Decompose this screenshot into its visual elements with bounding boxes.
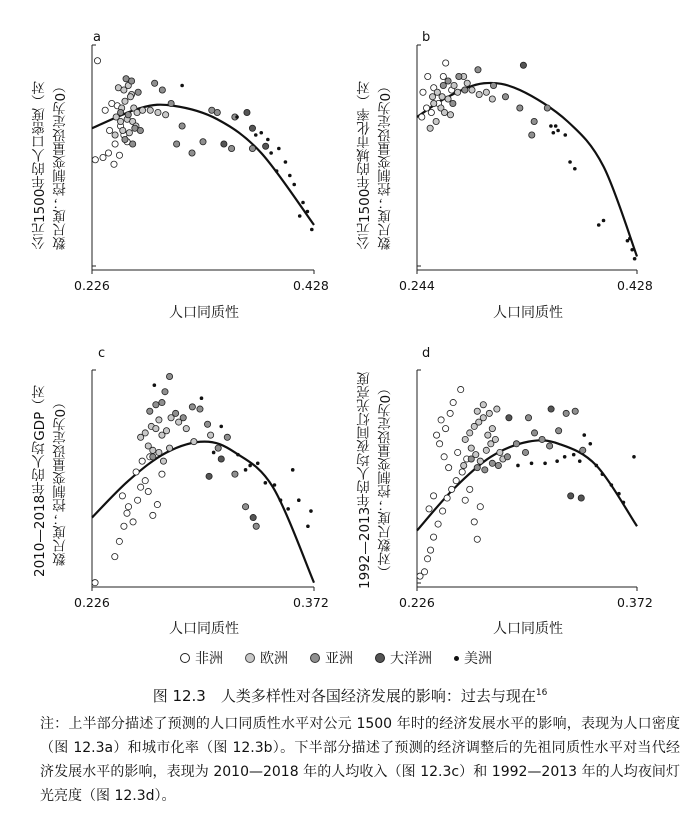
point-a-light bbox=[139, 107, 145, 113]
point-b-light bbox=[447, 112, 453, 118]
point-a-dot bbox=[306, 210, 310, 214]
point-d-light bbox=[483, 447, 489, 453]
point-a-light bbox=[120, 127, 126, 133]
point-b-light bbox=[439, 94, 445, 100]
legend-marker-light-circle bbox=[245, 653, 255, 663]
panel-a-xlabel: 人口同质性 bbox=[169, 305, 239, 321]
point-c-open bbox=[112, 554, 118, 560]
point-c-mid bbox=[147, 408, 153, 414]
panel-c-letter: c bbox=[98, 346, 106, 361]
point-d-mid bbox=[572, 408, 578, 414]
point-a-mid bbox=[117, 109, 123, 115]
point-c-dot bbox=[200, 396, 204, 400]
point-a-dark bbox=[249, 125, 255, 131]
point-c-open bbox=[92, 580, 98, 586]
point-c-mid bbox=[173, 410, 179, 416]
legend bbox=[180, 647, 560, 669]
point-d-open bbox=[474, 536, 480, 542]
point-a-dot bbox=[180, 84, 184, 88]
point-b-open bbox=[428, 109, 434, 115]
point-d-mid bbox=[474, 465, 480, 471]
point-d-mid bbox=[531, 430, 537, 436]
point-a-mid bbox=[130, 141, 136, 147]
point-b-dot bbox=[563, 133, 567, 137]
point-b-mid bbox=[502, 94, 508, 100]
point-d-open bbox=[441, 454, 447, 460]
point-c-mid bbox=[253, 523, 259, 529]
point-c-open bbox=[145, 488, 151, 494]
point-b-mid bbox=[456, 73, 462, 79]
point-d-open bbox=[427, 547, 433, 553]
point-d-light bbox=[474, 408, 480, 414]
point-d-dot bbox=[516, 464, 520, 468]
point-a-mid bbox=[135, 89, 141, 95]
point-d-open bbox=[450, 399, 456, 405]
point-d-mid bbox=[547, 443, 553, 449]
point-c-dot bbox=[153, 383, 157, 387]
point-c-dark bbox=[250, 514, 256, 520]
point-c-mid bbox=[197, 406, 203, 412]
point-c-open bbox=[138, 484, 144, 490]
point-c-light bbox=[153, 425, 159, 431]
point-d-open bbox=[443, 425, 449, 431]
point-a-dot bbox=[269, 151, 273, 155]
point-d-dot bbox=[610, 483, 614, 487]
point-a-light bbox=[163, 112, 169, 118]
point-b-light bbox=[464, 80, 470, 86]
legend-item-europe bbox=[245, 648, 288, 668]
panel-a-ylabel-line1: 公元1500年的人口密度（对 bbox=[32, 80, 48, 250]
point-a-mid bbox=[152, 80, 158, 86]
legend-label: 亚洲 bbox=[325, 651, 353, 667]
point-d-light bbox=[480, 402, 486, 408]
point-d-light bbox=[467, 430, 473, 436]
point-c-dot bbox=[264, 481, 268, 485]
point-a-open bbox=[106, 127, 112, 133]
legend-item-asia bbox=[310, 648, 353, 668]
panel-b-xtick-max: 0.428 bbox=[617, 278, 653, 293]
point-d-light bbox=[489, 425, 495, 431]
point-b-mid bbox=[529, 132, 535, 138]
point-d-dot bbox=[601, 472, 605, 476]
point-d-open bbox=[421, 569, 427, 575]
point-a-light bbox=[126, 130, 132, 136]
point-d-open bbox=[453, 478, 459, 484]
legend-item-oceania bbox=[375, 648, 432, 668]
point-c-dot bbox=[219, 425, 223, 429]
panel-a-xtick-min: 0.226 bbox=[74, 278, 110, 293]
point-d-dot bbox=[588, 442, 592, 446]
point-c-mid bbox=[242, 504, 248, 510]
point-c-open bbox=[150, 512, 156, 518]
panel-b-xtick-min: 0.244 bbox=[399, 278, 435, 293]
point-a-mid bbox=[249, 145, 255, 151]
panel-d-ylabel-line1: 1992—2013年的人均夜间灯光亮度 bbox=[357, 371, 373, 590]
point-a-dot bbox=[266, 138, 270, 142]
point-c-open bbox=[119, 493, 125, 499]
point-a-dot bbox=[277, 147, 281, 151]
point-c-open bbox=[125, 504, 131, 510]
point-d-mid bbox=[504, 454, 510, 460]
point-b-dot bbox=[549, 124, 553, 128]
point-b-dot bbox=[628, 237, 632, 241]
point-c-dot bbox=[256, 462, 260, 466]
caption-reference-number: 16 bbox=[535, 688, 548, 698]
point-b-mid bbox=[440, 82, 446, 88]
panel-a-fit-curve bbox=[92, 105, 314, 225]
point-c-light bbox=[156, 417, 162, 423]
point-c-dot bbox=[309, 509, 313, 513]
panel-a-letter: a bbox=[93, 30, 101, 45]
point-a-dot bbox=[288, 174, 292, 178]
legend-item-americas bbox=[454, 648, 492, 668]
point-a-mid bbox=[128, 78, 134, 84]
point-d-mid bbox=[580, 447, 586, 453]
panel-d-ylabel-line2: （对数尺度；控制变量设定为0） bbox=[378, 381, 394, 580]
panel-a-ylabel-line2: 数尺度；控制变量设定为0） bbox=[53, 79, 69, 251]
point-a-light bbox=[127, 94, 133, 100]
point-d-mid bbox=[563, 410, 569, 416]
point-c-mid bbox=[166, 373, 172, 379]
panel-c-xtick-max: 0.372 bbox=[293, 595, 329, 610]
point-b-light bbox=[431, 100, 437, 106]
point-a-dark bbox=[221, 141, 227, 147]
point-b-mid bbox=[490, 82, 496, 88]
panel-c-ylabel-line2: 数尺度；控制变量设定为0） bbox=[53, 395, 69, 566]
point-d-open bbox=[455, 449, 461, 455]
point-c-mid bbox=[162, 389, 168, 395]
point-c-open bbox=[159, 471, 165, 477]
point-d-open bbox=[467, 486, 473, 492]
point-c-open bbox=[135, 497, 141, 503]
point-d-dot bbox=[563, 455, 567, 459]
point-b-light bbox=[476, 91, 482, 97]
point-a-dot bbox=[310, 228, 314, 232]
point-c-light bbox=[166, 445, 172, 451]
point-c-light bbox=[142, 430, 148, 436]
point-c-open bbox=[130, 519, 136, 525]
point-b-mid bbox=[544, 105, 550, 111]
point-b-light bbox=[427, 125, 433, 131]
point-c-open bbox=[121, 523, 127, 529]
point-b-open bbox=[420, 89, 426, 95]
panel-c-ylabel bbox=[30, 363, 72, 598]
panel-c-xlabel: 人口同质性 bbox=[169, 621, 239, 637]
point-d-light bbox=[477, 458, 483, 464]
point-c-light bbox=[208, 432, 214, 438]
point-d-mid bbox=[522, 449, 528, 455]
point-c-mid bbox=[150, 454, 156, 460]
point-c-dot bbox=[244, 468, 248, 472]
point-d-dot bbox=[617, 492, 621, 496]
point-d-dark bbox=[506, 415, 512, 421]
point-d-mid bbox=[556, 428, 562, 434]
point-d-light bbox=[468, 445, 474, 451]
point-a-light bbox=[155, 109, 161, 115]
point-d-mid bbox=[513, 441, 519, 447]
point-b-open bbox=[419, 114, 425, 120]
point-c-open bbox=[124, 510, 130, 516]
point-d-light bbox=[486, 410, 492, 416]
point-a-open bbox=[94, 58, 100, 64]
point-d-dot bbox=[632, 455, 636, 459]
panel-a-ylabel bbox=[30, 50, 72, 280]
point-c-dot bbox=[248, 464, 252, 468]
point-d-mid bbox=[468, 456, 474, 462]
point-d-light bbox=[492, 436, 498, 442]
point-d-dot bbox=[582, 433, 586, 437]
point-a-mid bbox=[189, 150, 195, 156]
point-b-dot bbox=[597, 223, 601, 227]
point-b-dot bbox=[630, 248, 634, 252]
point-c-open bbox=[133, 469, 139, 475]
point-d-open bbox=[444, 495, 450, 501]
point-b-light bbox=[429, 94, 435, 100]
point-a-mid bbox=[200, 139, 206, 145]
point-a-mid bbox=[122, 136, 128, 142]
point-c-mid bbox=[232, 471, 238, 477]
point-c-light bbox=[150, 447, 156, 453]
panel-d-xtick-min: 0.226 bbox=[399, 595, 435, 610]
point-d-light bbox=[485, 432, 491, 438]
point-c-mid bbox=[153, 402, 159, 408]
point-b-dot bbox=[602, 219, 606, 223]
point-d-light bbox=[462, 436, 468, 442]
point-c-dot bbox=[306, 524, 310, 528]
point-b-open bbox=[440, 73, 446, 79]
point-a-mid bbox=[168, 100, 174, 106]
point-a-mid bbox=[159, 87, 165, 93]
point-d-open bbox=[437, 441, 443, 447]
point-d-open bbox=[477, 504, 483, 510]
point-c-open bbox=[139, 458, 145, 464]
point-c-dark bbox=[206, 473, 212, 479]
point-a-mid bbox=[179, 123, 185, 129]
point-c-light bbox=[160, 458, 166, 464]
point-d-mid bbox=[525, 415, 531, 421]
legend-marker-mid-circle bbox=[310, 653, 320, 663]
point-d-mid bbox=[489, 460, 495, 466]
point-b-mid bbox=[475, 67, 481, 73]
point-c-dot bbox=[279, 498, 283, 502]
point-b-mid bbox=[462, 87, 468, 93]
point-c-mid bbox=[204, 421, 210, 427]
point-d-dot bbox=[595, 464, 599, 468]
panel-c-xtick-min: 0.226 bbox=[74, 595, 110, 610]
panel-d-ylabel bbox=[355, 363, 397, 598]
point-a-dot bbox=[275, 169, 279, 173]
figure-caption bbox=[0, 685, 700, 706]
point-b-light bbox=[433, 118, 439, 124]
point-c-dot bbox=[297, 498, 301, 502]
point-b-light bbox=[469, 87, 475, 93]
point-b-dot bbox=[554, 124, 558, 128]
point-a-dot bbox=[298, 214, 302, 218]
point-d-dot bbox=[530, 462, 534, 466]
point-b-mid bbox=[450, 100, 456, 106]
point-d-open bbox=[424, 556, 430, 562]
point-a-open bbox=[102, 107, 108, 113]
point-d-open bbox=[471, 519, 477, 525]
panel-b-xlabel: 人口同质性 bbox=[493, 305, 563, 321]
point-d-open bbox=[458, 386, 464, 392]
point-a-dot bbox=[284, 160, 288, 164]
panel-d-letter: d bbox=[422, 346, 431, 361]
point-c-dot bbox=[212, 451, 216, 455]
point-b-dot bbox=[568, 160, 572, 164]
point-c-mid bbox=[189, 404, 195, 410]
point-c-light bbox=[156, 449, 162, 455]
point-a-open bbox=[116, 152, 122, 158]
point-d-open bbox=[459, 469, 465, 475]
point-b-open bbox=[425, 73, 431, 79]
panel-b-ylabel bbox=[355, 50, 397, 280]
point-c-open bbox=[116, 538, 122, 544]
point-b-dot bbox=[633, 257, 637, 261]
point-a-dark bbox=[244, 109, 250, 115]
point-d-open bbox=[449, 486, 455, 492]
legend-label: 欧洲 bbox=[260, 651, 288, 667]
point-b-open bbox=[443, 60, 449, 66]
point-d-open bbox=[426, 506, 432, 512]
point-d-dot bbox=[572, 453, 576, 457]
point-b-light bbox=[441, 109, 447, 115]
point-a-light bbox=[117, 118, 123, 124]
point-d-dot bbox=[578, 459, 582, 463]
point-d-dot bbox=[555, 459, 559, 463]
point-a-mid bbox=[214, 109, 220, 115]
point-d-light bbox=[461, 462, 467, 468]
point-d-open bbox=[438, 417, 444, 423]
point-c-mid bbox=[224, 434, 230, 440]
panel-d-xlabel: 人口同质性 bbox=[493, 621, 563, 637]
point-d-open bbox=[462, 497, 468, 503]
point-d-mid bbox=[495, 462, 501, 468]
point-a-dot bbox=[292, 183, 296, 187]
point-d-light bbox=[497, 449, 503, 455]
panel-d-xtick-max: 0.372 bbox=[617, 595, 653, 610]
point-b-dot bbox=[552, 131, 556, 135]
point-c-mid bbox=[180, 415, 186, 421]
point-d-dark bbox=[548, 406, 554, 412]
point-a-dot bbox=[301, 201, 305, 205]
point-d-dark bbox=[578, 495, 584, 501]
point-c-light bbox=[183, 425, 189, 431]
point-d-open bbox=[440, 508, 446, 514]
point-a-open bbox=[105, 150, 111, 156]
legend-label: 美洲 bbox=[464, 651, 492, 667]
point-a-open bbox=[111, 161, 117, 167]
point-d-dot bbox=[622, 501, 626, 505]
point-b-mid bbox=[517, 105, 523, 111]
point-a-mid bbox=[228, 145, 234, 151]
point-b-light bbox=[455, 89, 461, 95]
point-d-open bbox=[435, 521, 441, 527]
point-c-dark bbox=[218, 456, 224, 462]
figure-note-text: 注：上半部分描述了预测的人口同质性水平对公元 1500 年时的经济发展水平的影响，表现为人口密度（图 12.3a）和城市化率（图 12.3b）。下半部分描述了预测的经济调整后的先祖同质性水平对当代经济发展水平的影响，表现为 2010—2018 年的人均收入（图 12.3c）和 1992—2013 年的人均夜间灯光亮度（图 12.3d）。 bbox=[40, 716, 680, 804]
legend-marker-small-dot bbox=[454, 656, 459, 661]
point-d-light bbox=[494, 406, 500, 412]
panel-a-xtick-max: 0.428 bbox=[293, 278, 329, 293]
point-b-light bbox=[434, 89, 440, 95]
panel-b-letter: b bbox=[422, 30, 431, 45]
point-d-open bbox=[430, 493, 436, 499]
legend-marker-open-circle bbox=[180, 653, 190, 663]
point-c-mid bbox=[159, 399, 165, 405]
point-b-open bbox=[423, 105, 429, 111]
point-a-open bbox=[92, 157, 98, 163]
point-b-light bbox=[483, 89, 489, 95]
point-c-light bbox=[163, 428, 169, 434]
point-b-dot bbox=[573, 167, 577, 171]
point-a-mid bbox=[125, 112, 131, 118]
legend-item-africa bbox=[180, 648, 223, 668]
point-a-light bbox=[147, 107, 153, 113]
point-a-dot bbox=[254, 133, 258, 137]
point-d-open bbox=[430, 534, 436, 540]
point-c-open bbox=[142, 478, 148, 484]
point-c-dot bbox=[273, 483, 277, 487]
panel-c-ylabel-line1: 2010—2018年的人均GDP（对 bbox=[32, 384, 48, 577]
point-a-dark bbox=[263, 143, 269, 149]
point-d-light bbox=[480, 415, 486, 421]
point-b-mid bbox=[445, 78, 451, 84]
point-a-open bbox=[100, 154, 106, 160]
point-d-open bbox=[433, 432, 439, 438]
point-c-mid bbox=[215, 445, 221, 451]
point-d-mid bbox=[482, 467, 488, 473]
figure-caption-text: 图 12.3 人类多样性对各国经济发展的影响：过去与现在 bbox=[152, 687, 536, 705]
point-c-open bbox=[154, 501, 160, 507]
point-d-dark bbox=[568, 493, 574, 499]
legend-label: 大洋洲 bbox=[390, 651, 432, 667]
point-b-dot bbox=[556, 129, 560, 133]
point-a-dot bbox=[235, 115, 239, 119]
point-d-dot bbox=[543, 462, 547, 466]
point-c-dot bbox=[286, 507, 290, 511]
figure-note bbox=[40, 712, 680, 808]
point-c-light bbox=[191, 439, 197, 445]
point-a-light bbox=[112, 132, 118, 138]
panel-b-fit-curve bbox=[417, 83, 637, 257]
panel-b-ylabel-line1: 公元1500年的城市化率（对 bbox=[357, 80, 373, 250]
point-c-dot bbox=[236, 453, 240, 457]
legend-marker-dark-circle bbox=[375, 653, 385, 663]
point-a-dot bbox=[259, 131, 263, 135]
point-c-dot bbox=[291, 468, 295, 472]
point-d-mid bbox=[539, 436, 545, 442]
point-a-mid bbox=[174, 141, 180, 147]
point-d-open bbox=[447, 410, 453, 416]
point-b-light bbox=[451, 82, 457, 88]
point-a-open bbox=[112, 141, 118, 147]
point-b-mid bbox=[531, 118, 537, 124]
point-d-open bbox=[446, 465, 452, 471]
legend-label: 非洲 bbox=[195, 651, 223, 667]
point-b-light bbox=[445, 96, 451, 102]
point-b-dark bbox=[520, 62, 526, 68]
panel-b-ylabel-line2: 数尺度；控制变量设定为0） bbox=[378, 79, 394, 251]
point-a-light bbox=[122, 98, 128, 104]
point-a-mid bbox=[137, 127, 143, 133]
point-b-light bbox=[489, 96, 495, 102]
